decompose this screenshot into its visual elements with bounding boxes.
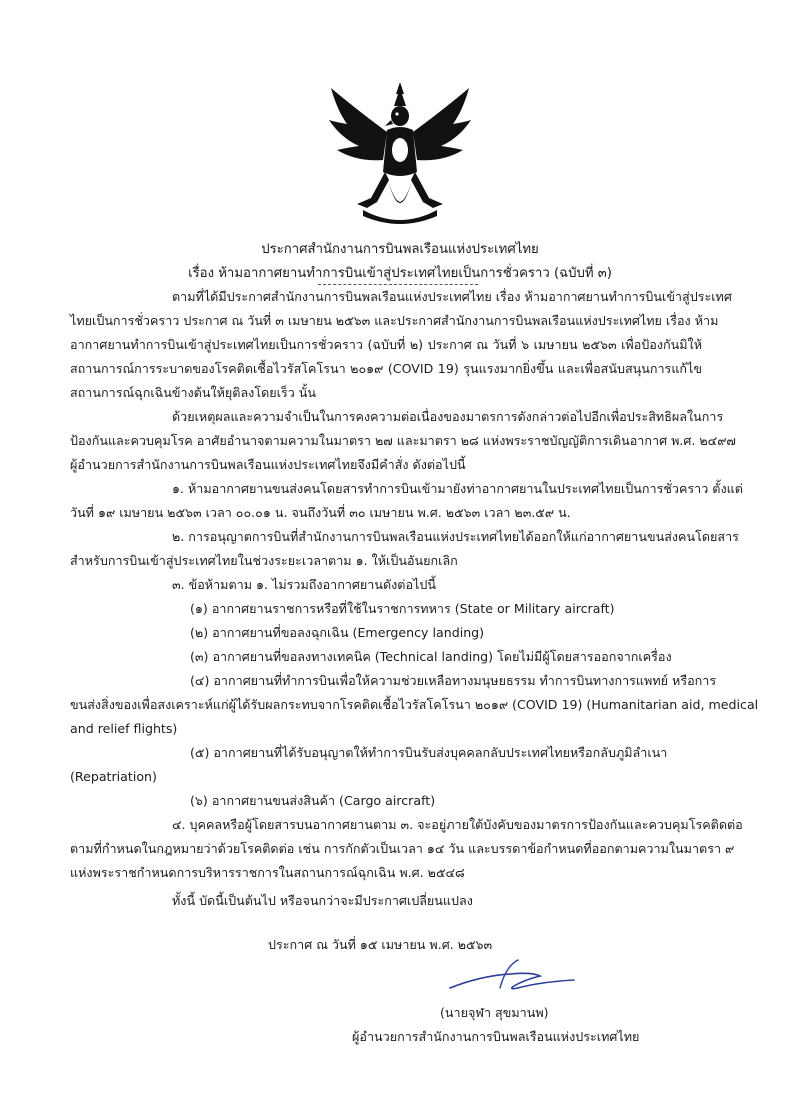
list-item: (๑) อากาศยานราชการหรือที่ใช้ในราชการทหาร (State or Military aircraft): [190, 601, 615, 616]
clause-line: วันที่ ๑๙ เมษายน ๒๕๖๓ เวลา ๐๐.๐๑ น. จนถึงวันที่ ๓๐ เมษายน พ.ศ. ๒๕๖๓ เวลา ๒๓.๕๙ น.: [70, 505, 571, 520]
list-item: ขนส่งสิ่งของเพื่อสงเคราะห์แก่ผู้ได้รับผลกระทบจากโรคติดเชื้อไวรัสโคโรนา ๒๐๑๙ (COVID 19) (Humanitarian aid, medical: [70, 697, 759, 712]
list-item: and relief flights): [70, 721, 178, 736]
paragraph-line: สถานการณ์ฉุกเฉินข้างต้นให้ยุติลงโดยเร็ว นั้น: [70, 385, 317, 400]
page-title: ประกาศสำนักงานการบินพลเรือนแห่งประเทศไทย: [261, 242, 539, 257]
paragraph-line: อากาศยานทำการบินเข้าสู่ประเทศไทยเป็นการชั่วคราว (ฉบับที่ ๒) ประกาศ ณ วันที่ ๖ เมษายน ๒๕๖๓ เพื่อป้องกันมิให้: [70, 337, 702, 352]
clause-line: ๒. การอนุญาตการบินที่สำนักงานการบินพลเรือนแห่งประเทศไทยได้ออกให้แก่อากาศยานขนส่งคนโดยสาร: [172, 529, 739, 544]
paragraph-line: ไทยเป็นการชั่วคราว ประกาศ ณ วันที่ ๓ เมษายน ๒๕๖๓ และประกาศสำนักงานการบินพลเรือนแห่งประเทศไทย เรื่อง ห้าม: [70, 313, 719, 328]
paragraph-line: ตามที่ได้มีประกาศสำนักงานการบินพลเรือนแห่งประเทศไทย เรื่อง ห้ามอากาศยานทำการบินเข้าสู่ประเทศ: [172, 289, 732, 304]
clause-line: ตามที่กำหนดในกฎหมายว่าด้วยโรคติดต่อ เช่น การกักตัวเป็นเวลา ๑๔ วัน และบรรดาข้อกำหนดที่ออกตามความในมาตรา ๙: [70, 841, 735, 856]
clause-line: ๑. ห้ามอากาศยานขนส่งคนโดยสารทำการบินเข้ามายังท่าอากาศยานในประเทศไทยเป็นการชั่วคราว ตั้งแต่: [172, 481, 743, 496]
signer-title: ผู้อำนวยการสำนักงานการบินพลเรือนแห่งประเทศไทย: [352, 1029, 640, 1044]
paragraph-line: สถานการณ์การระบาดของโรคติดเชื้อไวรัสโคโรนา ๒๐๑๙ (COVID 19) รุนแรงมากยิ่งขึ้น และเพื่อสนับสนุนการแก้ไข: [70, 361, 702, 376]
paragraph-line: ด้วยเหตุผลและความจำเป็นในการคงความต่อเนื่องของมาตรการดังกล่าวต่อไปอีกเพื่อประสิทธิผลในการ: [172, 409, 724, 424]
list-item: (๓) อากาศยานที่ขอลงทางเทคนิค (Technical landing) โดยไม่มีผู้โดยสารออกจากเครื่อง: [190, 649, 672, 664]
list-item: (๔) อากาศยานที่ทำการบินเพื่อให้ความช่วยเหลือทางมนุษยธรรม ทำการบินทางการแพทย์ หรือการ: [190, 673, 717, 688]
list-item: (Repatriation): [70, 769, 157, 784]
paragraph-line: ป้องกันและควบคุมโรค อาศัยอำนาจตามความในมาตรา ๒๗ และมาตรา ๒๘ แห่งพระราชบัญญัติการเดินอากาศ พ.ศ. ๒๔๙๗: [70, 433, 736, 448]
signature-icon: [440, 958, 580, 998]
signer-name: (นายจุฬา สุขมานพ): [440, 1005, 549, 1020]
clause-line: ๓. ข้อห้ามตาม ๑. ไม่รวมถึงอากาศยานดังต่อไปนี้: [172, 577, 436, 592]
clause-line: สำหรับการบินเข้าสู่ประเทศไทยในช่วงระยะเวลาตาม ๑. ให้เป็นอันยกเลิก: [70, 553, 458, 568]
list-item: (๒) อากาศยานที่ขอลงฉุกเฉิน (Emergency landing): [190, 625, 485, 640]
closing-statement: ทั้งนี้ บัดนี้เป็นต้นไป หรือจนกว่าจะมีประกาศเปลี่ยนแปลง: [172, 893, 473, 908]
clause-line: ๔. บุคคลหรือผู้โดยสารบนอากาศยานตาม ๓. จะอยู่ภายใต้บังคับของมาตรการป้องกันและควบคุมโรคติดต่อ: [172, 817, 743, 832]
divider: [318, 284, 478, 285]
list-item: (๕) อากาศยานที่ได้รับอนุญาตให้ทำการบินรับส่งบุคคลกลับประเทศไทยหรือกลับภูมิลำเนา: [190, 745, 668, 760]
clause-line: แห่งพระราชกำหนดการบริหารราชการในสถานการณ์ฉุกเฉิน พ.ศ. ๒๕๔๘: [70, 865, 465, 880]
page-subject: เรื่อง ห้ามอากาศยานทำการบินเข้าสู่ประเทศไทยเป็นการชั่วคราว (ฉบับที่ ๓): [188, 266, 612, 281]
garuda-emblem-icon: [327, 80, 473, 230]
announcement-date: ประกาศ ณ วันที่ ๑๕ เมษายน พ.ศ. ๒๕๖๓: [268, 937, 493, 952]
paragraph-line: ผู้อำนวยการสำนักงานการบินพลเรือนแห่งประเทศไทยจึงมีคำสั่ง ดังต่อไปนี้: [70, 457, 466, 472]
list-item: (๖) อากาศยานขนส่งสินค้า (Cargo aircraft): [190, 793, 436, 808]
